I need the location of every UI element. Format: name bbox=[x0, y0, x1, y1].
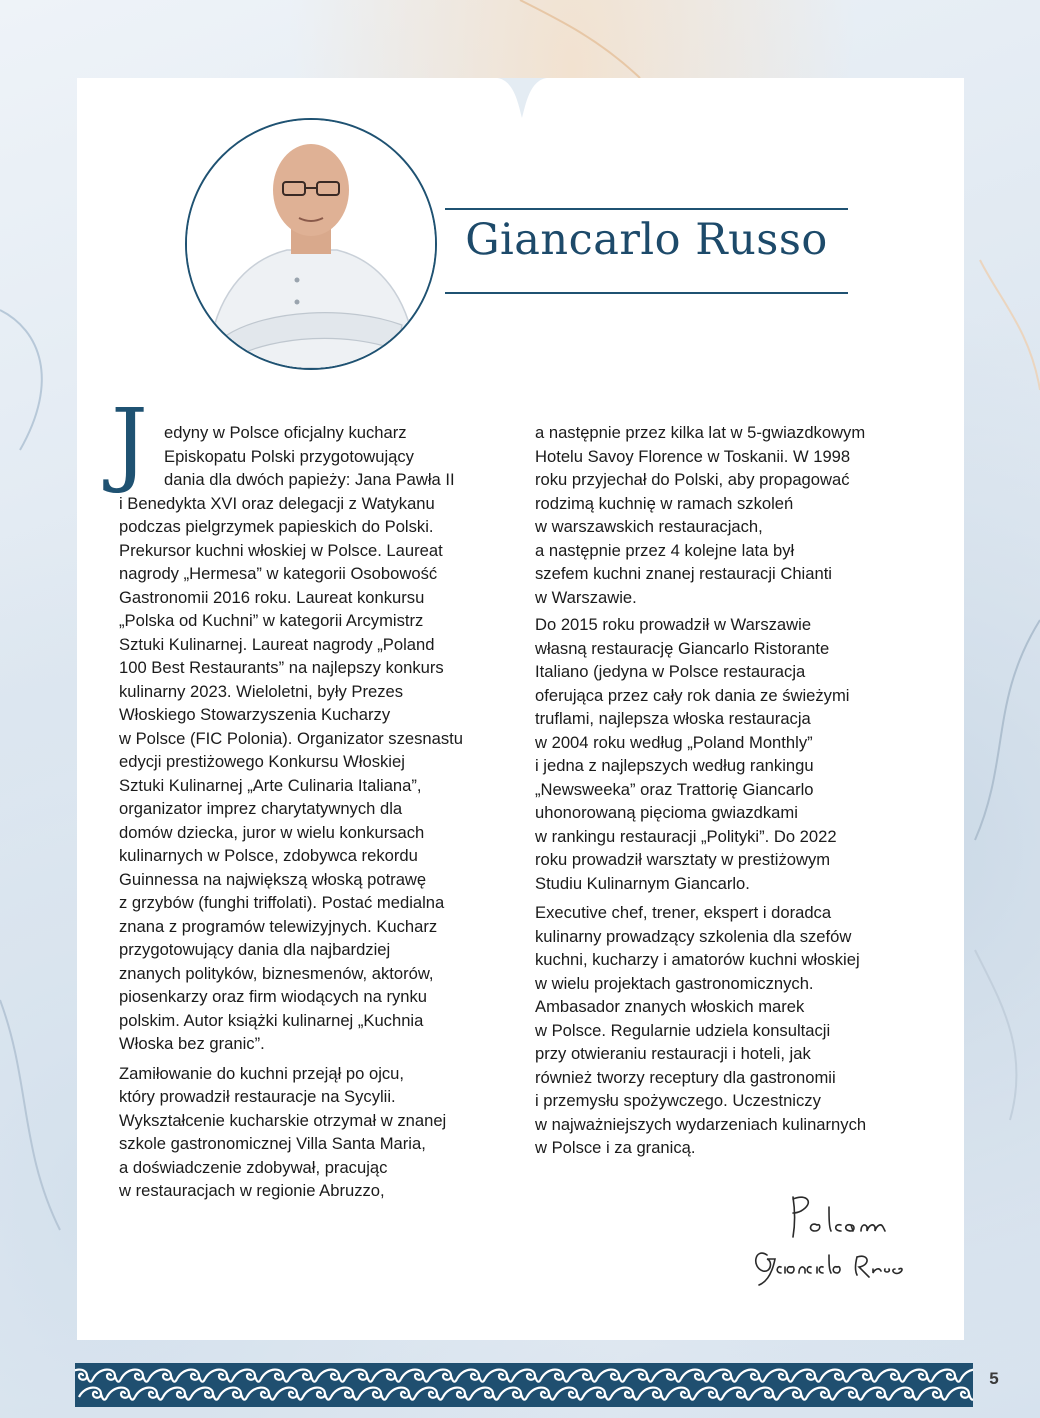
bio-line: w Polsce i za granicą. bbox=[535, 1138, 696, 1157]
bio-line: Ambasador znanych włoskich marek bbox=[535, 997, 805, 1016]
bio-line: roku prowadził warsztaty w prestiżowym bbox=[535, 850, 831, 869]
bio-line: edyny w Polsce oficjalny kucharz bbox=[164, 423, 407, 442]
bio-line: Gastronomii 2016 roku. Laureat konkursu bbox=[119, 587, 425, 607]
bio-line: w rankingu restauracji „Polityki”. Do 2022 bbox=[535, 826, 837, 846]
bio-line: przy otwieraniu restauracji i hoteli, jak bbox=[535, 1044, 811, 1063]
bio-line: roku przyjechał do Polski, aby propagować bbox=[535, 470, 850, 489]
bio-line: dania dla dwóch papieży: Jana Pawła II bbox=[164, 470, 455, 489]
chef-photo bbox=[187, 120, 435, 368]
bio-line: edycji prestiżowego Konkursu Włoskiej bbox=[119, 752, 405, 771]
bio-line: przygotowujący dania dla najbardziej bbox=[119, 940, 391, 959]
bio-line: w najważniejszych wydarzeniach kulinarnych bbox=[535, 1114, 867, 1134]
bio-line: uhonorowaną pięcioma gwiazdkami bbox=[535, 803, 798, 822]
bio-line: w warszawskich restauracjach, bbox=[535, 517, 763, 536]
bio-line: Zamiłowanie do kuchni przejął po ojcu, bbox=[119, 1063, 405, 1083]
drop-cap: J bbox=[111, 389, 148, 496]
bio-line: który prowadził restauracje na Sycylii. bbox=[119, 1087, 396, 1106]
bio-line: i jedna z najlepszych według rankingu bbox=[535, 756, 814, 775]
bio-line: kuchni, kucharzy i amatorów kuchni włoskiej bbox=[535, 950, 860, 969]
bio-line: Włoska bez granic”. bbox=[119, 1034, 265, 1053]
bio-line: rodzimą kuchnię w ramach szkoleń bbox=[535, 493, 794, 513]
bio-line: w Warszawie. bbox=[535, 587, 637, 607]
bio-line: Executive chef, trener, ekspert i doradca bbox=[535, 903, 832, 922]
bio-line: własną restaurację Giancarlo Ristorante bbox=[535, 638, 830, 658]
bio-line: polskim. Autor książki kulinarnej „Kuchnia bbox=[119, 1010, 424, 1030]
bio-line: podczas pielgrzymek papieskich do Polski. bbox=[119, 517, 434, 536]
bio-line: a następnie przez kilka lat w 5-gwiazdkowym bbox=[535, 423, 866, 442]
bio-line: Włoskiego Stowarzyszenia Kucharzy bbox=[119, 705, 391, 724]
handwritten-signature bbox=[745, 1185, 925, 1295]
bio-line: piosenkarzy oraz firm wiodących na rynku bbox=[119, 987, 428, 1006]
bio-line: a doświadczenie zdobywał, pracując bbox=[119, 1157, 388, 1177]
bio-line: „Newsweeka” oraz Trattorię Giancarlo bbox=[535, 779, 814, 799]
bio-line: oferująca przez cały rok dania ze świeżymi bbox=[535, 685, 850, 705]
bio-line: również tworzy receptury dla gastronomii bbox=[535, 1067, 836, 1087]
bio-line: znana z programów telewizyjnych. Kucharz bbox=[119, 916, 438, 936]
bio-line: w Polsce. Regularnie udziela konsultacji bbox=[535, 1020, 831, 1040]
page-number: 5 bbox=[989, 1369, 999, 1388]
bio-line: szkole gastronomicznej Villa Santa Maria, bbox=[119, 1134, 426, 1153]
title-rule-bottom bbox=[445, 292, 848, 294]
bio-line: w 2004 roku według „Poland Monthly” bbox=[535, 732, 813, 752]
bio-line: organizator imprez charytatywnych dla bbox=[119, 799, 403, 818]
bio-line: truflami, najlepsza włoska restauracja bbox=[535, 709, 811, 728]
bio-line: 100 Best Restaurants” na najlepszy konkurs bbox=[119, 658, 444, 677]
title-rule-top bbox=[445, 208, 848, 210]
bio-column-right bbox=[535, 420, 935, 1161]
wave-border bbox=[75, 1363, 973, 1407]
bio-line: i przemysłu spożywczego. Uczestniczy bbox=[535, 1091, 821, 1110]
bio-column-left bbox=[119, 420, 519, 1204]
bio-line: „Polska od Kuchni” w kategorii Arcymistrz bbox=[119, 611, 424, 630]
bio-line: Sztuki Kulinarnej „Arte Culinaria Italiana”, bbox=[119, 775, 422, 795]
bio-line: nagrody „Hermesa” w kategorii Osobowość bbox=[119, 564, 438, 583]
bio-line: w restauracjach w regionie Abruzzo, bbox=[119, 1181, 385, 1200]
bio-line: Italiano (jedyna w Polsce restauracja bbox=[535, 662, 806, 681]
bio-line: Episkopatu Polski przygotowujący bbox=[164, 446, 414, 466]
bio-line: w wielu projektach gastronomicznych. bbox=[535, 973, 814, 993]
bio-line: znanych polityków, biznesmenów, aktorów, bbox=[119, 963, 434, 983]
bio-line: szefem kuchni znanej restauracji Chianti bbox=[535, 564, 832, 583]
bio-line: kulinarny prowadzący szkolenia dla szefów bbox=[535, 926, 852, 946]
bio-line: Do 2015 roku prowadził w Warszawie bbox=[535, 615, 812, 634]
bio-line: Wykształcenie kucharskie otrzymał w znanej bbox=[119, 1110, 447, 1130]
card-notch bbox=[497, 78, 547, 118]
bio-line: Studiu Kulinarnym Giancarlo. bbox=[535, 873, 750, 893]
bio-line: a następnie przez 4 kolejne lata był bbox=[535, 540, 795, 560]
bio-line: kulinarnych w Polsce, zdobywca rekordu bbox=[119, 846, 418, 865]
bio-line: Hotelu Savoy Florence w Toskanii. W 1998 bbox=[535, 446, 851, 466]
bio-line: i Benedykta XVI oraz delegacji z Watykanu bbox=[119, 493, 435, 513]
bio-line: Guinnessa na największą włoską potrawę bbox=[119, 869, 427, 889]
bio-line: w Polsce (FIC Polonia). Organizator szesnastu bbox=[119, 728, 463, 748]
bio-line: domów dziecka, juror w wielu konkursach bbox=[119, 822, 425, 842]
bio-line: Prekursor kuchni włoskiej w Polsce. Laureat bbox=[119, 540, 443, 560]
bio-line: kulinarny 2023. Wieloletni, były Prezes bbox=[119, 681, 404, 701]
bio-line: Sztuki Kulinarnej. Laureat nagrody „Poland bbox=[119, 634, 435, 654]
bio-line: z grzybów (funghi triffolati). Postać medialna bbox=[119, 893, 445, 912]
chef-name: Giancarlo Russo bbox=[465, 215, 828, 265]
chef-portrait bbox=[185, 118, 437, 370]
